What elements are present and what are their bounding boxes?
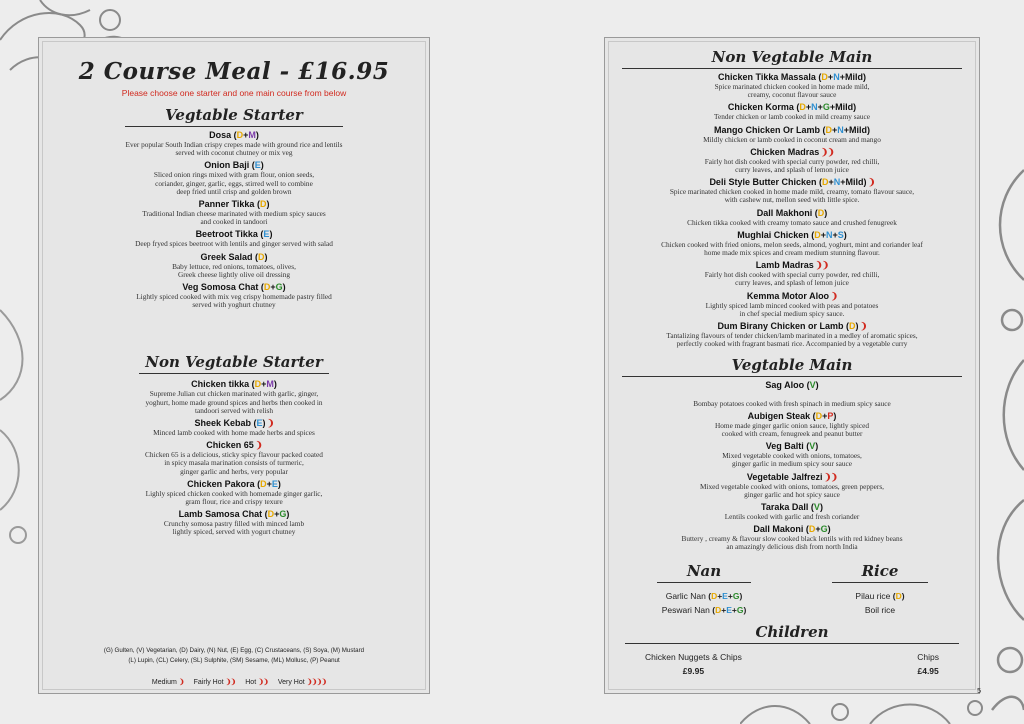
allergen-code: N: [837, 124, 844, 135]
menu-item-title: Vegetable Jalfrezi: [746, 471, 823, 482]
menu-item-description: Mixed vegetable cooked with onions, tomatoes,: [722, 451, 862, 461]
side-item: [641, 589, 767, 603]
menu-item-description: curry leaves, and splash of lemon juice: [735, 165, 849, 175]
side-item-name: Garlic Nan: [665, 590, 706, 601]
side-item: [817, 589, 943, 603]
allergen-code: E: [726, 604, 732, 615]
menu-item: [605, 524, 979, 551]
menu-item: [605, 125, 979, 144]
menu-item-description: Tantalizing flavours of tender chicken/lamb marinated in a medley of aromatic spices,: [666, 331, 918, 341]
veg-starter-list: [39, 130, 429, 309]
allergen-code: D: [258, 251, 265, 262]
children-item-price: £9.95: [682, 665, 705, 676]
menu-item-title: Veg Balti: [765, 441, 804, 452]
allergen-code: D: [715, 604, 722, 615]
allergen-tags: (D+M): [249, 379, 277, 390]
children-item-name: Chicken Nuggets & Chips: [645, 651, 742, 662]
chili-icon: ❩: [829, 290, 838, 301]
menu-item-description: served with yoghurt chutney: [192, 300, 276, 310]
chili-icon: ❩❩: [813, 260, 829, 271]
side-item: [817, 603, 943, 617]
allergen-code: D: [263, 282, 271, 293]
menu-item-description: gram flour, rice and crispy texure: [185, 497, 283, 507]
menu-item-description: deep fried until crisp and golden brown: [176, 186, 292, 196]
allergen-code: N: [826, 229, 833, 240]
allergen-tags: (D+N+S): [808, 229, 847, 240]
allergen-tags: (E): [257, 229, 273, 240]
menu-item-description: Home made ginger garlic onion sauce, lightly spiced: [714, 420, 869, 430]
right-menu-page: [604, 37, 980, 694]
menu-item-title: Deli Style Butter Chicken: [709, 177, 817, 188]
allergen-code: D: [254, 379, 262, 390]
menu-item-description: Tender chicken or lamb cooked in mild creamy sauce: [714, 112, 870, 122]
allergen-tags: (E): [250, 418, 266, 429]
menu-item-title: Aubigen Steak: [747, 410, 811, 421]
menu-item-title: Mughlai Chicken: [737, 229, 809, 240]
menu-item: [39, 252, 429, 279]
menu-item-description: Lightly spiced cooked with mix veg crispy homemade pastry filled: [136, 292, 332, 302]
menu-item-description: cooked with cream, fenugreek and peanut butter: [721, 429, 863, 439]
menu-item: [605, 321, 979, 348]
allergen-code: G: [820, 524, 828, 535]
allergen-tags: (D+G): [803, 524, 831, 535]
menu-item-title: Onion Baji: [204, 160, 250, 171]
menu-item-description: Lighly spiced chicken cooked with homemade ginger garlic,: [145, 488, 323, 498]
menu-item-title: Panner Tikka: [198, 199, 255, 210]
menu-item-description: Mildly chicken or lamb cooked in coconut cream and mango: [703, 134, 881, 144]
allergen-code: G: [279, 509, 287, 520]
allergen-tags: (V): [804, 380, 819, 391]
menu-item-title: Chicken tikka: [191, 379, 250, 390]
menu-item: [605, 147, 979, 174]
allergen-tags: (D+N+G+Mild): [793, 102, 857, 113]
menu-item-description: Chicken 65 is a delicious, sticky spicy flavour packed coated: [145, 450, 323, 460]
chili-icon: ❩: [866, 177, 875, 188]
menu-item: [605, 472, 979, 499]
heat-level: [152, 679, 184, 686]
side-item-name: Peswari Nan: [661, 604, 710, 615]
allergen-tags: (D+E+G): [705, 590, 743, 601]
menu-item-title: Dosa: [209, 130, 232, 140]
allergen-tags: (D): [812, 207, 828, 218]
menu-item: [605, 230, 979, 257]
menu-item-title: Chicken Tikka Massala: [718, 72, 816, 82]
nonveg-main-title: Non Vegtable Main: [622, 48, 963, 69]
menu-item-description: curry leaves, and splash of lemon juice: [735, 278, 849, 288]
chili-icon: ❩: [265, 418, 274, 429]
menu-item-description: in spicy masala marination consists of turmeric,: [164, 458, 304, 468]
menu-item-title: Dall Makoni: [753, 524, 804, 535]
menu-item: [39, 440, 429, 476]
menu-item: [605, 260, 979, 287]
side-item-name: Pilau rice: [855, 590, 891, 601]
heat-level: [278, 679, 326, 686]
menu-item-title: Lamb Samosa Chat: [178, 509, 263, 520]
menu-item-description: Crunchy somosa pastry filled with minced lamb: [163, 519, 305, 529]
chili-icon: ❩❩: [258, 679, 268, 686]
menu-item-name: [605, 291, 979, 302]
menu-item: [39, 199, 429, 226]
menu-item-title: Dum Birany Chicken or Lamb: [717, 321, 844, 332]
allergen-code: D: [799, 102, 806, 113]
menu-item-name: [605, 125, 979, 136]
allergen-code: D: [821, 72, 828, 82]
menu-item: [39, 379, 429, 415]
menu-item-description: Supreme Julian cut chicken marinated with garlic, ginger,: [149, 389, 319, 399]
menu-item-description: yoghurt, home made ground spices and herbs then cooked in: [145, 397, 323, 407]
veg-starter-title: Vegtable Starter: [125, 106, 343, 127]
chili-icon: ❩: [178, 679, 184, 686]
menu-item-title: Sag Aloo: [765, 380, 805, 391]
allergen-code: E: [256, 418, 263, 429]
menu-item-title: Chicken Korma: [727, 102, 794, 113]
allergen-code: D: [895, 590, 902, 601]
menu-item-title: Chicken Madras: [750, 146, 820, 157]
heat-level: [194, 679, 236, 686]
children-item: [645, 650, 742, 678]
allergen-code: N: [833, 177, 841, 188]
children-item: [917, 650, 939, 678]
heat-label: Hot: [245, 679, 259, 686]
veg-main-title: Vegtable Main: [622, 356, 963, 377]
menu-item-description: ginger garlic and hot spicy sauce: [744, 489, 840, 499]
menu-item-description: served with coconut chutney or mix veg: [175, 148, 293, 158]
nan-title: Nan: [657, 562, 751, 583]
menu-item-description: in chef special medium spicy sauce.: [739, 308, 845, 318]
menu-item: [605, 411, 979, 438]
menu-item-title: Greek Salad: [200, 251, 253, 262]
menu-item: [605, 441, 979, 468]
meal-title: 2 Course Meal - £16.95: [78, 58, 390, 85]
legend-line: (L) Lupin, (CL) Celery, (SL) Sulphite, (SM) Sesame, (ML) Mollusc, (P) Peanut: [128, 657, 340, 664]
allergen-code: D: [808, 524, 816, 535]
chili-icon: ❩❩: [819, 146, 834, 157]
menu-item-description: tandoori served with relish: [194, 405, 274, 415]
allergen-code: G: [736, 604, 744, 615]
menu-item: [605, 72, 979, 99]
allergen-code: D: [711, 590, 718, 601]
menu-item-description: Lentils cooked with garlic and fresh coriander: [724, 512, 860, 522]
menu-item-title: Veg Somosa Chat: [182, 282, 259, 293]
chili-icon: ❩: [253, 440, 262, 451]
menu-item-title: Sheek Kebab: [194, 418, 251, 429]
allergen-code: N: [811, 102, 818, 113]
menu-item-title: Chicken 65: [206, 440, 254, 451]
menu-item: [39, 479, 429, 506]
menu-item-description: an amazingly delicious dish from north India: [726, 542, 858, 552]
menu-item-description: coriander, ginger, garlic, eggs, stirred well to combine: [155, 178, 313, 188]
allergen-tags: (D+G): [262, 509, 290, 520]
veg-main-list: [605, 380, 979, 551]
menu-item-title: Taraka Dall: [761, 502, 809, 513]
allergen-tags: (D): [252, 251, 268, 262]
rice-title: Rice: [832, 562, 929, 583]
chili-icon: ❩: [858, 321, 867, 332]
allergen-tags: (V): [808, 502, 823, 513]
allergen-code: D: [814, 229, 821, 240]
menu-item-description: ginger garlic in medium spicy sour sauce: [732, 459, 852, 469]
allergen-code: E: [254, 160, 261, 171]
menu-item-description: Sliced onion rings mixed with gram flour, onion seeds,: [153, 170, 315, 180]
menu-item-description: Spice marinated chicken cooked in home made mild,: [714, 82, 870, 91]
menu-item-description: lightly spiced, served with yogurt chutney: [172, 527, 296, 537]
allergen-tags: (D+N+Mild): [815, 72, 866, 82]
menu-item-name: [39, 252, 429, 263]
allergen-code: D: [267, 509, 275, 520]
menu-item-description: and cooked in tandoori: [200, 217, 268, 227]
spice-heat-key: [39, 678, 429, 686]
menu-item-title: Lamb Madras: [755, 260, 814, 271]
menu-item-description: Ever popular South Indian crispy crepes made with ground rice and lentils: [125, 140, 343, 149]
menu-item-description: Fairly hot dish cooked with special curry powder, red chilli,: [704, 270, 880, 280]
menu-item: [605, 502, 979, 521]
menu-item-description: Bombay potatoes cooked with fresh spinach in medium spicy sauce: [693, 398, 891, 408]
allergen-code: D: [236, 130, 244, 140]
menu-item-description: ginger garlic and herbs, very popular: [180, 466, 288, 476]
rice-section: [817, 562, 943, 617]
nonveg-starter-title: Non Vegtable Starter: [139, 353, 329, 374]
menu-item-description: perfectly cooked with fragrant basmati rice. Accompanied by a vegetable curry: [676, 339, 908, 349]
allergen-code: D: [817, 207, 825, 218]
menu-item-title: Dall Makhoni: [756, 207, 813, 218]
menu-item: [605, 208, 979, 227]
meal-subtitle: Please choose one starter and one main course from below: [121, 88, 347, 98]
allergen-code: D: [259, 199, 267, 210]
menu-item-description: Chicken cooked with fried onions, melon seeds, almond, yoghurt, mint and coriander leaf: [661, 239, 923, 249]
allergen-code: E: [271, 478, 278, 489]
menu-item: [605, 177, 979, 204]
menu-item-description: Buttery , creamy & flavour slow cooked black lentils with red kidney beans: [681, 534, 903, 544]
allergen-code: D: [825, 124, 832, 135]
menu-item-description: Lightly spiced lamb minced cooked with peas and potatoes: [705, 300, 879, 310]
side-item-name: Boil rice: [864, 604, 896, 615]
menu-item-description: Chicken tikka cooked with creamy tomato sauce and crushed fenugreek: [687, 217, 897, 227]
allergen-tags: (D+G): [258, 282, 286, 293]
menu-item: [39, 160, 429, 196]
allergen-code: G: [822, 102, 830, 113]
menu-item-description: Minced lamb cooked with home made herbs and spices: [153, 428, 315, 438]
allergen-code: D: [260, 478, 267, 489]
menu-item: [39, 509, 429, 536]
allergen-tags: (D+M): [231, 130, 259, 140]
children-list: [605, 650, 979, 678]
left-menu-page: [38, 37, 430, 694]
allergen-tags: (D): [890, 590, 905, 601]
allergen-code: E: [263, 229, 270, 240]
allergen-code: G: [275, 282, 283, 293]
menu-item: [605, 102, 979, 121]
allergen-code: E: [722, 590, 728, 601]
menu-item: [39, 282, 429, 309]
nan-section: [641, 562, 767, 617]
allergen-tags: (D): [254, 199, 270, 210]
heat-label: Medium: [151, 679, 179, 686]
allergen-code: V: [813, 502, 820, 513]
nonveg-starter-list: [39, 379, 429, 536]
children-title: Children: [625, 623, 958, 644]
menu-item-name: [605, 208, 979, 219]
menu-item: [39, 229, 429, 248]
menu-item: [39, 130, 429, 157]
children-item-name: Chips: [917, 651, 939, 662]
allergen-code: P: [827, 410, 834, 421]
chili-icon: ❩❩❩❩: [306, 679, 327, 686]
nonveg-main-list: [605, 72, 979, 348]
heat-level: [245, 679, 268, 686]
side-item: [641, 603, 767, 617]
chili-icon: ❩❩: [225, 679, 236, 686]
menu-item-description: Mixed vegetable cooked with onions, tomatoes, green peppers,: [700, 481, 884, 491]
allergen-tags: (D+E+G): [709, 604, 747, 615]
menu-item-description: Baby lettuce, red onions, tomatoes, olives,: [172, 261, 296, 271]
paisley-ornament-bottom: [740, 690, 990, 724]
menu-item-description: Fairly hot dish cooked with special curry powder, red chilli,: [704, 156, 880, 166]
menu-item: [605, 291, 979, 318]
menu-item-description: home made mix spices and cream medium stunning flavour.: [704, 248, 880, 258]
menu-item-title: Kemma Motor Aloo: [746, 290, 830, 301]
heat-label: Fairly Hot: [193, 679, 226, 686]
menu-item: [39, 418, 429, 437]
paisley-ornament-left: [0, 300, 40, 560]
menu-item-description: with cashew nut, mellon seed with little spice.: [724, 195, 860, 205]
allergen-code: N: [833, 72, 840, 82]
menu-item-description: Deep fryed spices beetroot with lentils and ginger served with salad: [135, 239, 333, 249]
allergen-code: D: [848, 321, 856, 332]
allergen-code: S: [837, 229, 844, 240]
chili-icon: ❩❩: [822, 471, 838, 482]
allergen-code: M: [248, 130, 256, 140]
menu-item-description: Traditional Indian cheese marinated with medium spicy sauces: [142, 209, 326, 219]
allergen-tags: (D+N+Mild): [816, 177, 867, 188]
menu-item: [605, 380, 979, 407]
allergen-tags: (D+P): [810, 410, 837, 421]
menu-item-title: Beetroot Tikka: [195, 229, 258, 240]
allergen-code: V: [809, 380, 816, 391]
allergen-tags: (D+E): [254, 478, 281, 489]
allergen-code: G: [732, 590, 740, 601]
allergen-code: M: [266, 379, 274, 390]
allergen-code: V: [809, 441, 816, 452]
legend-line: (G) Gulten, (V) Vegetarian, (D) Dairy, (N) Nut, (E) Egg, (C) Crustaceans, (S) Soya, (M) Mustard: [103, 647, 365, 654]
heat-label: Very Hot: [277, 679, 307, 686]
allergen-code: D: [821, 177, 829, 188]
paisley-ornament-right: [982, 150, 1024, 724]
allergen-tags: (V): [803, 441, 819, 452]
menu-item-title: Chicken Pakora: [187, 478, 255, 489]
allergen-tags: (D): [843, 321, 859, 332]
allergen-tags: (E): [249, 160, 264, 171]
allergen-legend: [39, 646, 429, 666]
children-item-price: £4.95: [917, 665, 939, 676]
allergen-code: D: [815, 410, 823, 421]
menu-item-description: Greek cheese lightly olive oil dressing: [177, 269, 291, 279]
page-number: 5: [977, 688, 981, 695]
menu-item-description: Spice marinated chicken cooked in home made mild, creamy, tomato flavour sauce,: [669, 187, 915, 197]
menu-item-title: Mango Chicken Or Lamb: [713, 124, 820, 135]
menu-item-description: creamy, coconut flavour sauce: [747, 90, 837, 100]
allergen-tags: (D+N+Mild): [819, 124, 871, 135]
